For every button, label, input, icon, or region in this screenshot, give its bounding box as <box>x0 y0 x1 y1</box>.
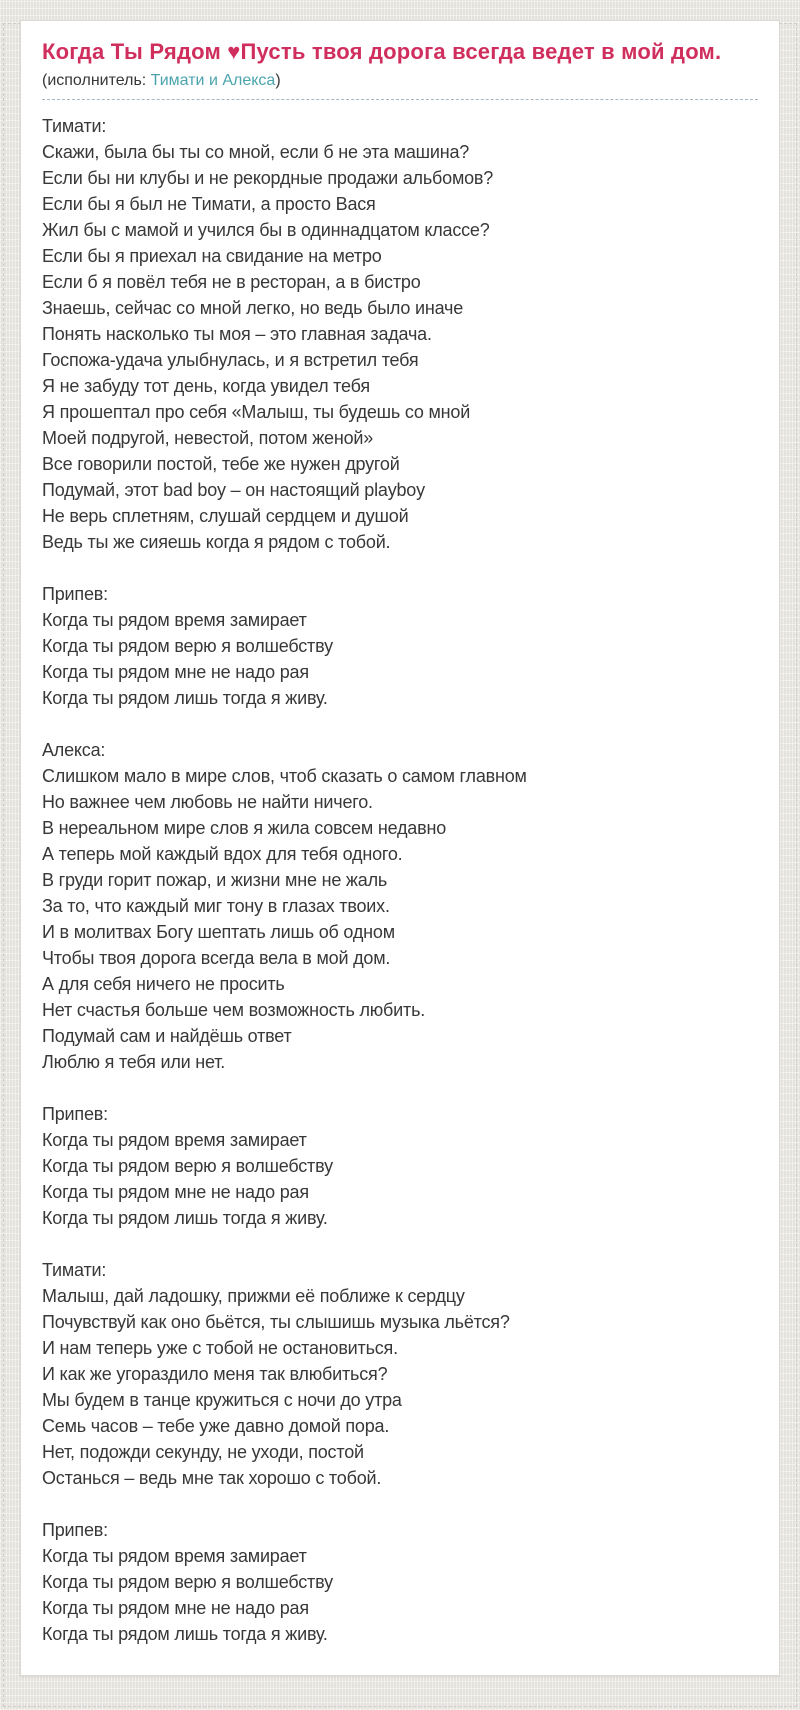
lyrics-line: Нет счастья больше чем возможность любить. <box>42 1000 426 1020</box>
lyrics-line: Мы будем в танце кружиться с ночи до утра <box>42 1390 402 1410</box>
lyrics-block <box>42 113 758 555</box>
lyrics-block <box>42 581 758 711</box>
lyrics-line: Тимати: <box>42 116 107 136</box>
lyrics-line: Припев: <box>42 1104 108 1124</box>
lyrics-line: А теперь мой каждый вдох для тебя одного. <box>42 844 403 864</box>
artist-row <box>42 70 758 100</box>
lyrics-line: Припев: <box>42 584 108 604</box>
lyrics-line: Моей подругой, невестой, потом женой» <box>42 428 374 448</box>
lyrics-line: Госпожа-удача улыбнулась, и я встретил тебя <box>42 350 419 370</box>
lyrics-line: И как же угораздило меня так влюбиться? <box>42 1364 388 1384</box>
lyrics-line: Тимати: <box>42 1260 107 1280</box>
lyrics-line: Когда ты рядом мне не надо рая <box>42 1182 309 1202</box>
lyrics-block <box>42 1517 758 1647</box>
lyrics-line: Когда ты рядом верю я волшебству <box>42 636 333 656</box>
lyrics-line: Люблю я тебя или нет. <box>42 1052 226 1072</box>
lyrics-line: Но важнее чем любовь не найти ничего. <box>42 792 373 812</box>
lyrics-line: И в молитвах Богу шептать лишь об одном <box>42 922 395 942</box>
lyrics-line: Когда ты рядом время замирает <box>42 1546 307 1566</box>
lyrics-line: Когда ты рядом мне не надо рая <box>42 1598 309 1618</box>
lyrics-line: А для себя ничего не просить <box>42 974 285 994</box>
lyrics-line: Если бы ни клубы и не рекордные продажи альбомов? <box>42 168 494 188</box>
lyrics-block <box>42 1257 758 1491</box>
lyrics-line: Я не забуду тот день, когда увидел тебя <box>42 376 370 396</box>
lyrics-line: Не верь сплетням, слушай сердцем и душой <box>42 506 409 526</box>
lyrics-line: И нам теперь уже с тобой не остановиться. <box>42 1338 398 1358</box>
lyrics-block <box>42 1101 758 1231</box>
lyrics-line: Скажи, была бы ты со мной, если б не эта машина? <box>42 142 470 162</box>
lyrics-card <box>20 20 780 1676</box>
artist-prefix: (исполнитель: <box>42 72 151 89</box>
lyrics-line: Нет, подожди секунду, не уходи, постой <box>42 1442 364 1462</box>
lyrics-line: Когда ты рядом время замирает <box>42 610 307 630</box>
lyrics-line: Если бы я приехал на свидание на метро <box>42 246 382 266</box>
lyrics-line: Когда ты рядом время замирает <box>42 1130 307 1150</box>
artist-link[interactable]: Тимати и Алекса <box>150 72 276 89</box>
lyrics-text <box>42 113 758 1647</box>
lyrics-line: Когда ты рядом лишь тогда я живу. <box>42 688 328 708</box>
lyrics-line: Припев: <box>42 1520 108 1540</box>
lyrics-line: Почувствуй как оно бьётся, ты слышишь музыка льётся? <box>42 1312 510 1332</box>
lyrics-line: Чтобы твоя дорога всегда вела в мой дом. <box>42 948 391 968</box>
lyrics-line: Знаешь, сейчас со мной легко, но ведь было иначе <box>42 298 464 318</box>
lyrics-line: Подумай сам и найдёшь ответ <box>42 1026 292 1046</box>
lyrics-line: В нереальном мире слов я жила совсем недавно <box>42 818 447 838</box>
lyrics-line: Понять насколько ты моя – это главная задача. <box>42 324 432 344</box>
lyrics-line: Ведь ты же сияешь когда я рядом с тобой. <box>42 532 391 552</box>
lyrics-line: Если бы я был не Тимати, а просто Вася <box>42 194 376 214</box>
lyrics-line: Когда ты рядом лишь тогда я живу. <box>42 1624 328 1644</box>
lyrics-line: Когда ты рядом мне не надо рая <box>42 662 309 682</box>
lyrics-line: Алекса: <box>42 740 106 760</box>
lyrics-line: Слишком мало в мире слов, чтоб сказать о самом главном <box>42 766 527 786</box>
lyrics-line: В груди горит пожар, и жизни мне не жаль <box>42 870 388 890</box>
lyrics-line: Семь часов – тебе уже давно домой пора. <box>42 1416 390 1436</box>
lyrics-line: Малыш, дай ладошку, прижми её поближе к сердцу <box>42 1286 465 1306</box>
lyrics-block <box>42 737 758 1075</box>
lyrics-line: Жил бы с мамой и учился бы в одиннадцатом классе? <box>42 220 490 240</box>
lyrics-line: Подумай, этот bad boy – он настоящий playboy <box>42 480 425 500</box>
lyrics-line: Я прошептал про себя «Малыш, ты будешь со мной <box>42 402 471 422</box>
lyrics-line: Все говорили постой, тебе же нужен другой <box>42 454 400 474</box>
artist-suffix: ) <box>275 72 281 89</box>
lyrics-line: Если б я повёл тебя не в ресторан, а в бистро <box>42 272 421 292</box>
lyrics-line: Останься – ведь мне так хорошо с тобой. <box>42 1468 382 1488</box>
lyrics-line: За то, что каждый миг тону в глазах твоих. <box>42 896 390 916</box>
song-title: Когда Ты Рядом ♥Пусть твоя дорога всегда ведет в мой дом. <box>42 39 722 64</box>
lyrics-line: Когда ты рядом верю я волшебству <box>42 1156 333 1176</box>
lyrics-line: Когда ты рядом верю я волшебству <box>42 1572 333 1592</box>
lyrics-line: Когда ты рядом лишь тогда я живу. <box>42 1208 328 1228</box>
